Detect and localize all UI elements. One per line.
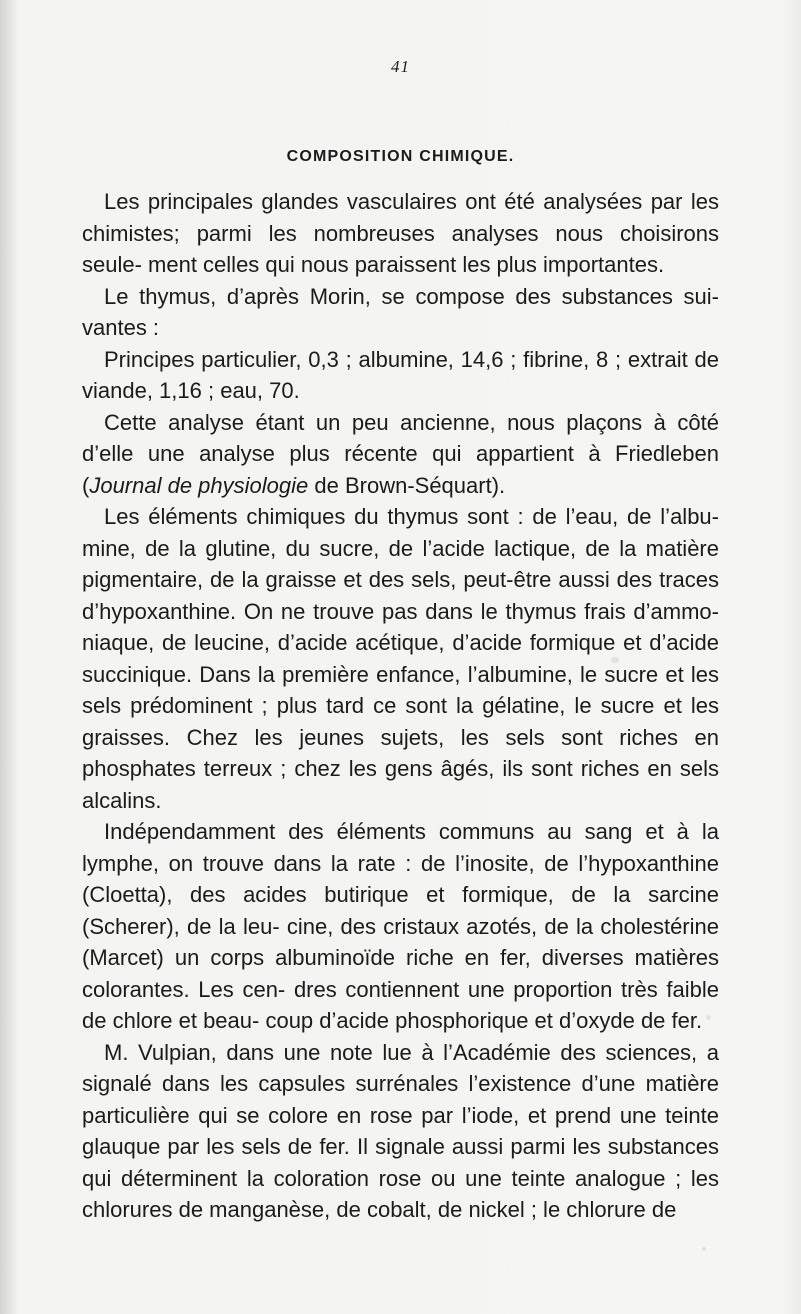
page-edge-shadow	[0, 0, 18, 1314]
journal-title: Journal de physiologie	[89, 472, 309, 498]
paragraph-4-after: de Brown-Séquart).	[308, 472, 506, 498]
paragraph-6: Indépendamment des éléments communs au sang et à la lymphe, on trouve dans la rate : de l’inosite, de l’hypoxanthine (Cloetta), des acides butirique et formique, de la sarcine (Scherer), de la leu- cine, des cristaux azotés, de la cholestérine (Marcet) un corps albuminoïde riche en fer, diverses matières colorantes. Les cen- dres contiennent une proportion très faible de chlore et beau- coup d’acide phosphorique et d’oxyde de fer.	[82, 819, 719, 1033]
paragraph-4-before: Cette analyse étant un peu ancienne, nous plaçons à côté d’elle une analyse plus récente qui appartient à Friedleben (	[82, 409, 719, 498]
page-heading: COMPOSITION CHIMIQUE.	[286, 148, 515, 165]
paragraph-2: Le thymus, d’après Morin, se compose des substances sui- vantes :	[82, 283, 719, 340]
paragraph-7: M. Vulpian, dans une note lue à l’Académie des sciences, a signalé dans les capsules surrénales l’existence d’une matière particulière qui se colore en rose par l’iode, et prend une teinte glauque par les sels de fer. Il signale aussi parmi les substances qui déterminent la coloration rose ou une teinte analogue ; les chlorures de manganèse, de cobalt, de nickel ; le chlorure de	[82, 1039, 719, 1222]
paragraph-1: Les principales glandes vasculaires ont été analysées par les chimistes; parmi les nombreuses analyses nous choisirons seule- ment celles qui nous paraissent les plus importantes.	[82, 189, 719, 277]
paragraph-4	[82, 407, 719, 502]
main-text	[82, 186, 719, 1296]
page-number: 41	[391, 57, 410, 76]
paragraph-3: Principes particulier, 0,3 ; albumine, 14,6 ; fibrine, 8 ; extrait de viande, 1,16 ; eau, 70.	[82, 346, 719, 403]
paragraph-5: Les éléments chimiques du thymus sont : de l’eau, de l’albu- mine, de la glutine, du sucre, de l’acide lactique, de la matière pigmentaire, de la graisse et des sels, peut-être aussi des traces d’hypoxanthine. On ne trouve pas dans le thymus frais d’ammo- niaque, de leucine, d’acide acétique, d’acide formique et d’acide succinique. Dans la première enfance, l’albumine, le sucre et les sels prédominent ; plus tard ce sont la gélatine, le sucre et les graisses. Chez les jeunes sujets, les sels sont riches en phosphates terreux ; chez les gens âgés, ils sont riches en sels alcalins.	[82, 504, 719, 813]
